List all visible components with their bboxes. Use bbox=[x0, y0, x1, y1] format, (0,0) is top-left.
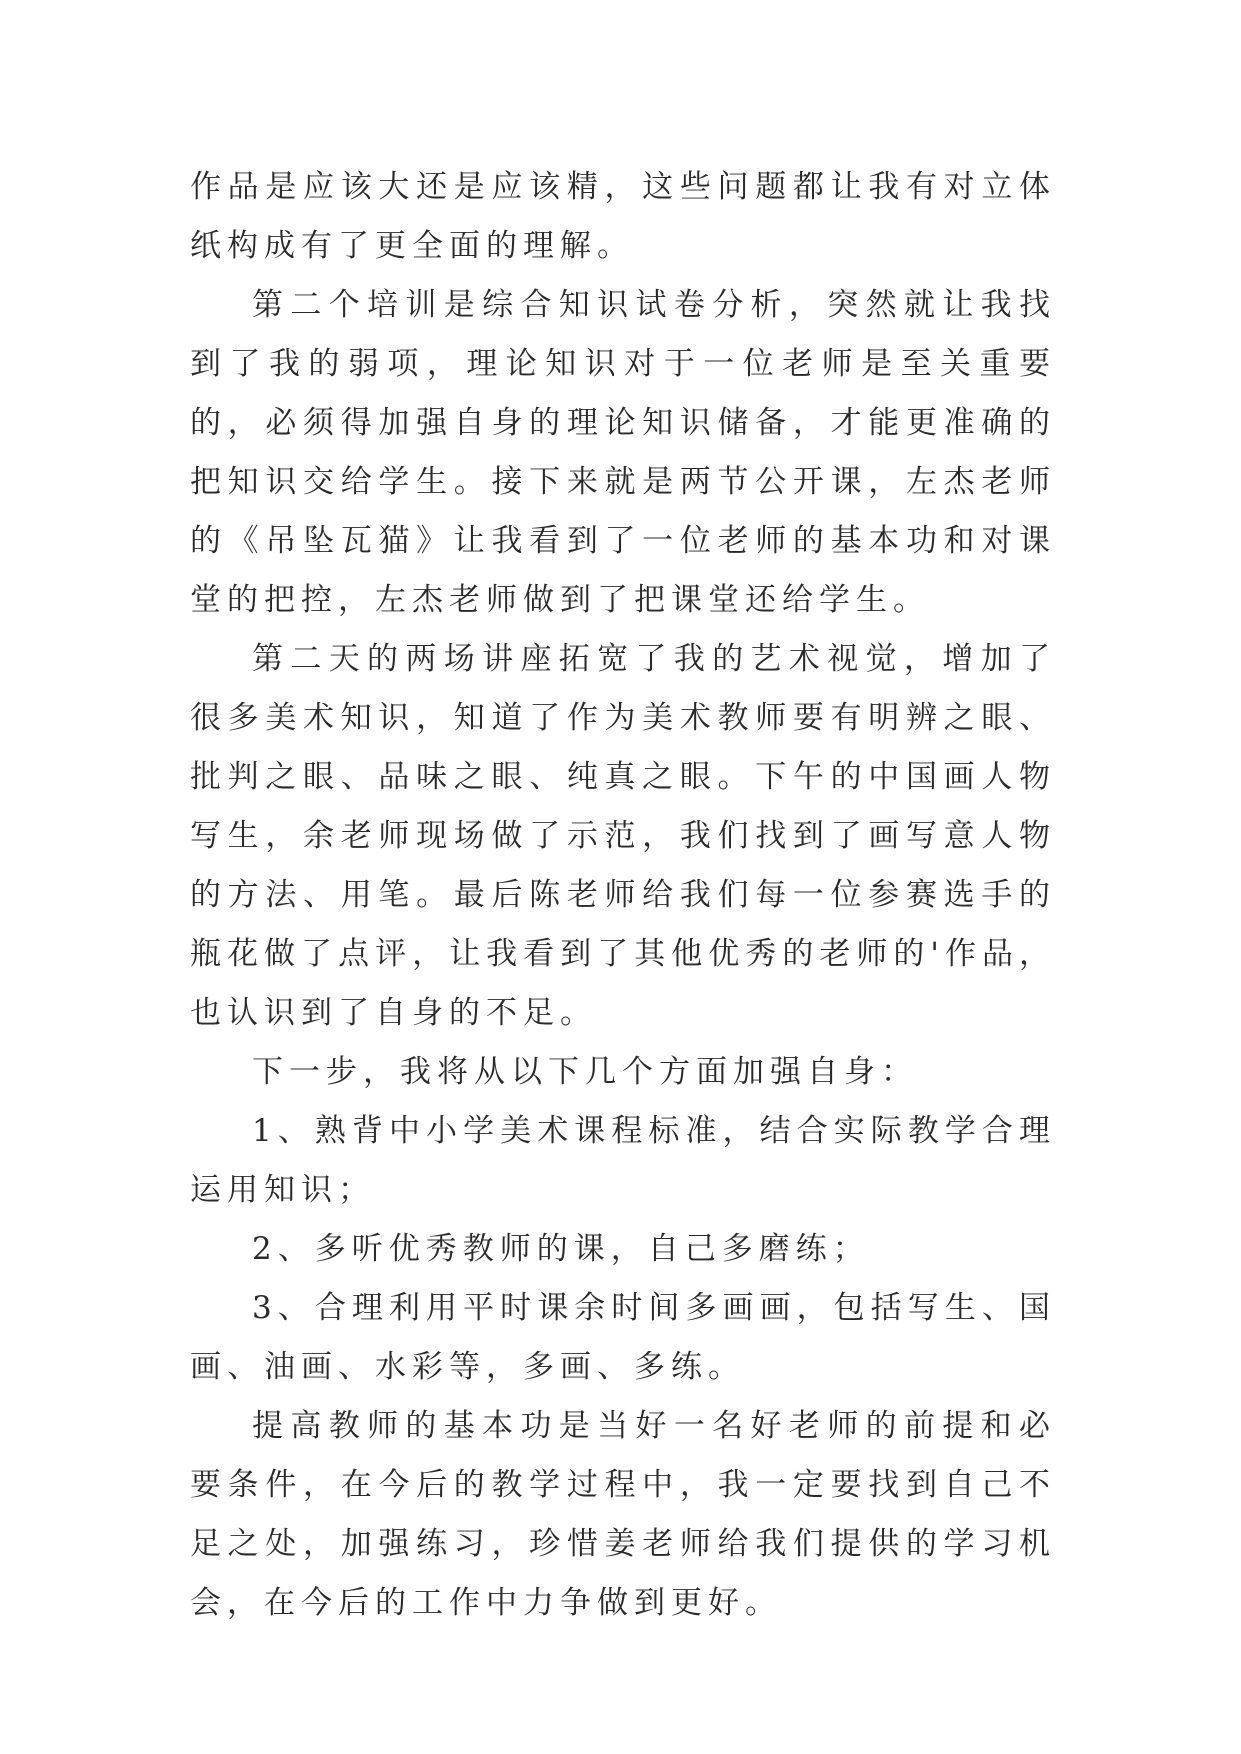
paragraph-3: 第二天的两场讲座拓宽了我的艺术视觉，增加了很多美术知识，知道了作为美术教师要有明辨之眼、批判之眼、品味之眼、纯真之眼。下午的中国画人物写生，余老师现场做了示范，我们找到了画写意人物的方法、用笔。最后陈老师给我们每一位参赛选手的瓶花做了点评，让我看到了其他优秀的老师的'作品，也认识到了自身的不足。 bbox=[190, 641, 1056, 1031]
paragraph-4: 下一步，我将从以下几个方面加强自身： bbox=[252, 1054, 918, 1090]
paragraph-conclusion: 提高教师的基本功是当好一名好老师的前提和必要条件，在今后的教学过程中，我一定要找到自己不足之处，加强练习，珍惜姜老师给我们提供的学习机会，在今后的工作中力争做到更好。 bbox=[190, 1408, 1056, 1621]
document-body bbox=[190, 158, 1056, 1633]
paragraph-1: 作品是应该大还是应该精，这些问题都让我有对立体纸构成有了更全面的理解。 bbox=[190, 169, 1056, 264]
list-item-2: 2、多听优秀教师的课，自己多磨练； bbox=[252, 1231, 870, 1267]
paragraph-2: 第二个培训是综合知识试卷分析，突然就让我找到了我的弱项，理论知识对于一位老师是至关重要的，必须得加强自身的理论知识储备，才能更准确的把知识交给学生。接下来就是两节公开课，左杰老师的《吊坠瓦猫》让我看到了一位老师的基本功和对课堂的把控，左杰老师做到了把课堂还给学生。 bbox=[190, 287, 1056, 618]
list-item-3: 3、合理利用平时课余时间多画画，包括写生、国画、油画、水彩等，多画、多练。 bbox=[190, 1290, 1056, 1385]
list-item-1: 1、熟背中小学美术课程标准，结合实际教学合理运用知识； bbox=[190, 1113, 1056, 1208]
